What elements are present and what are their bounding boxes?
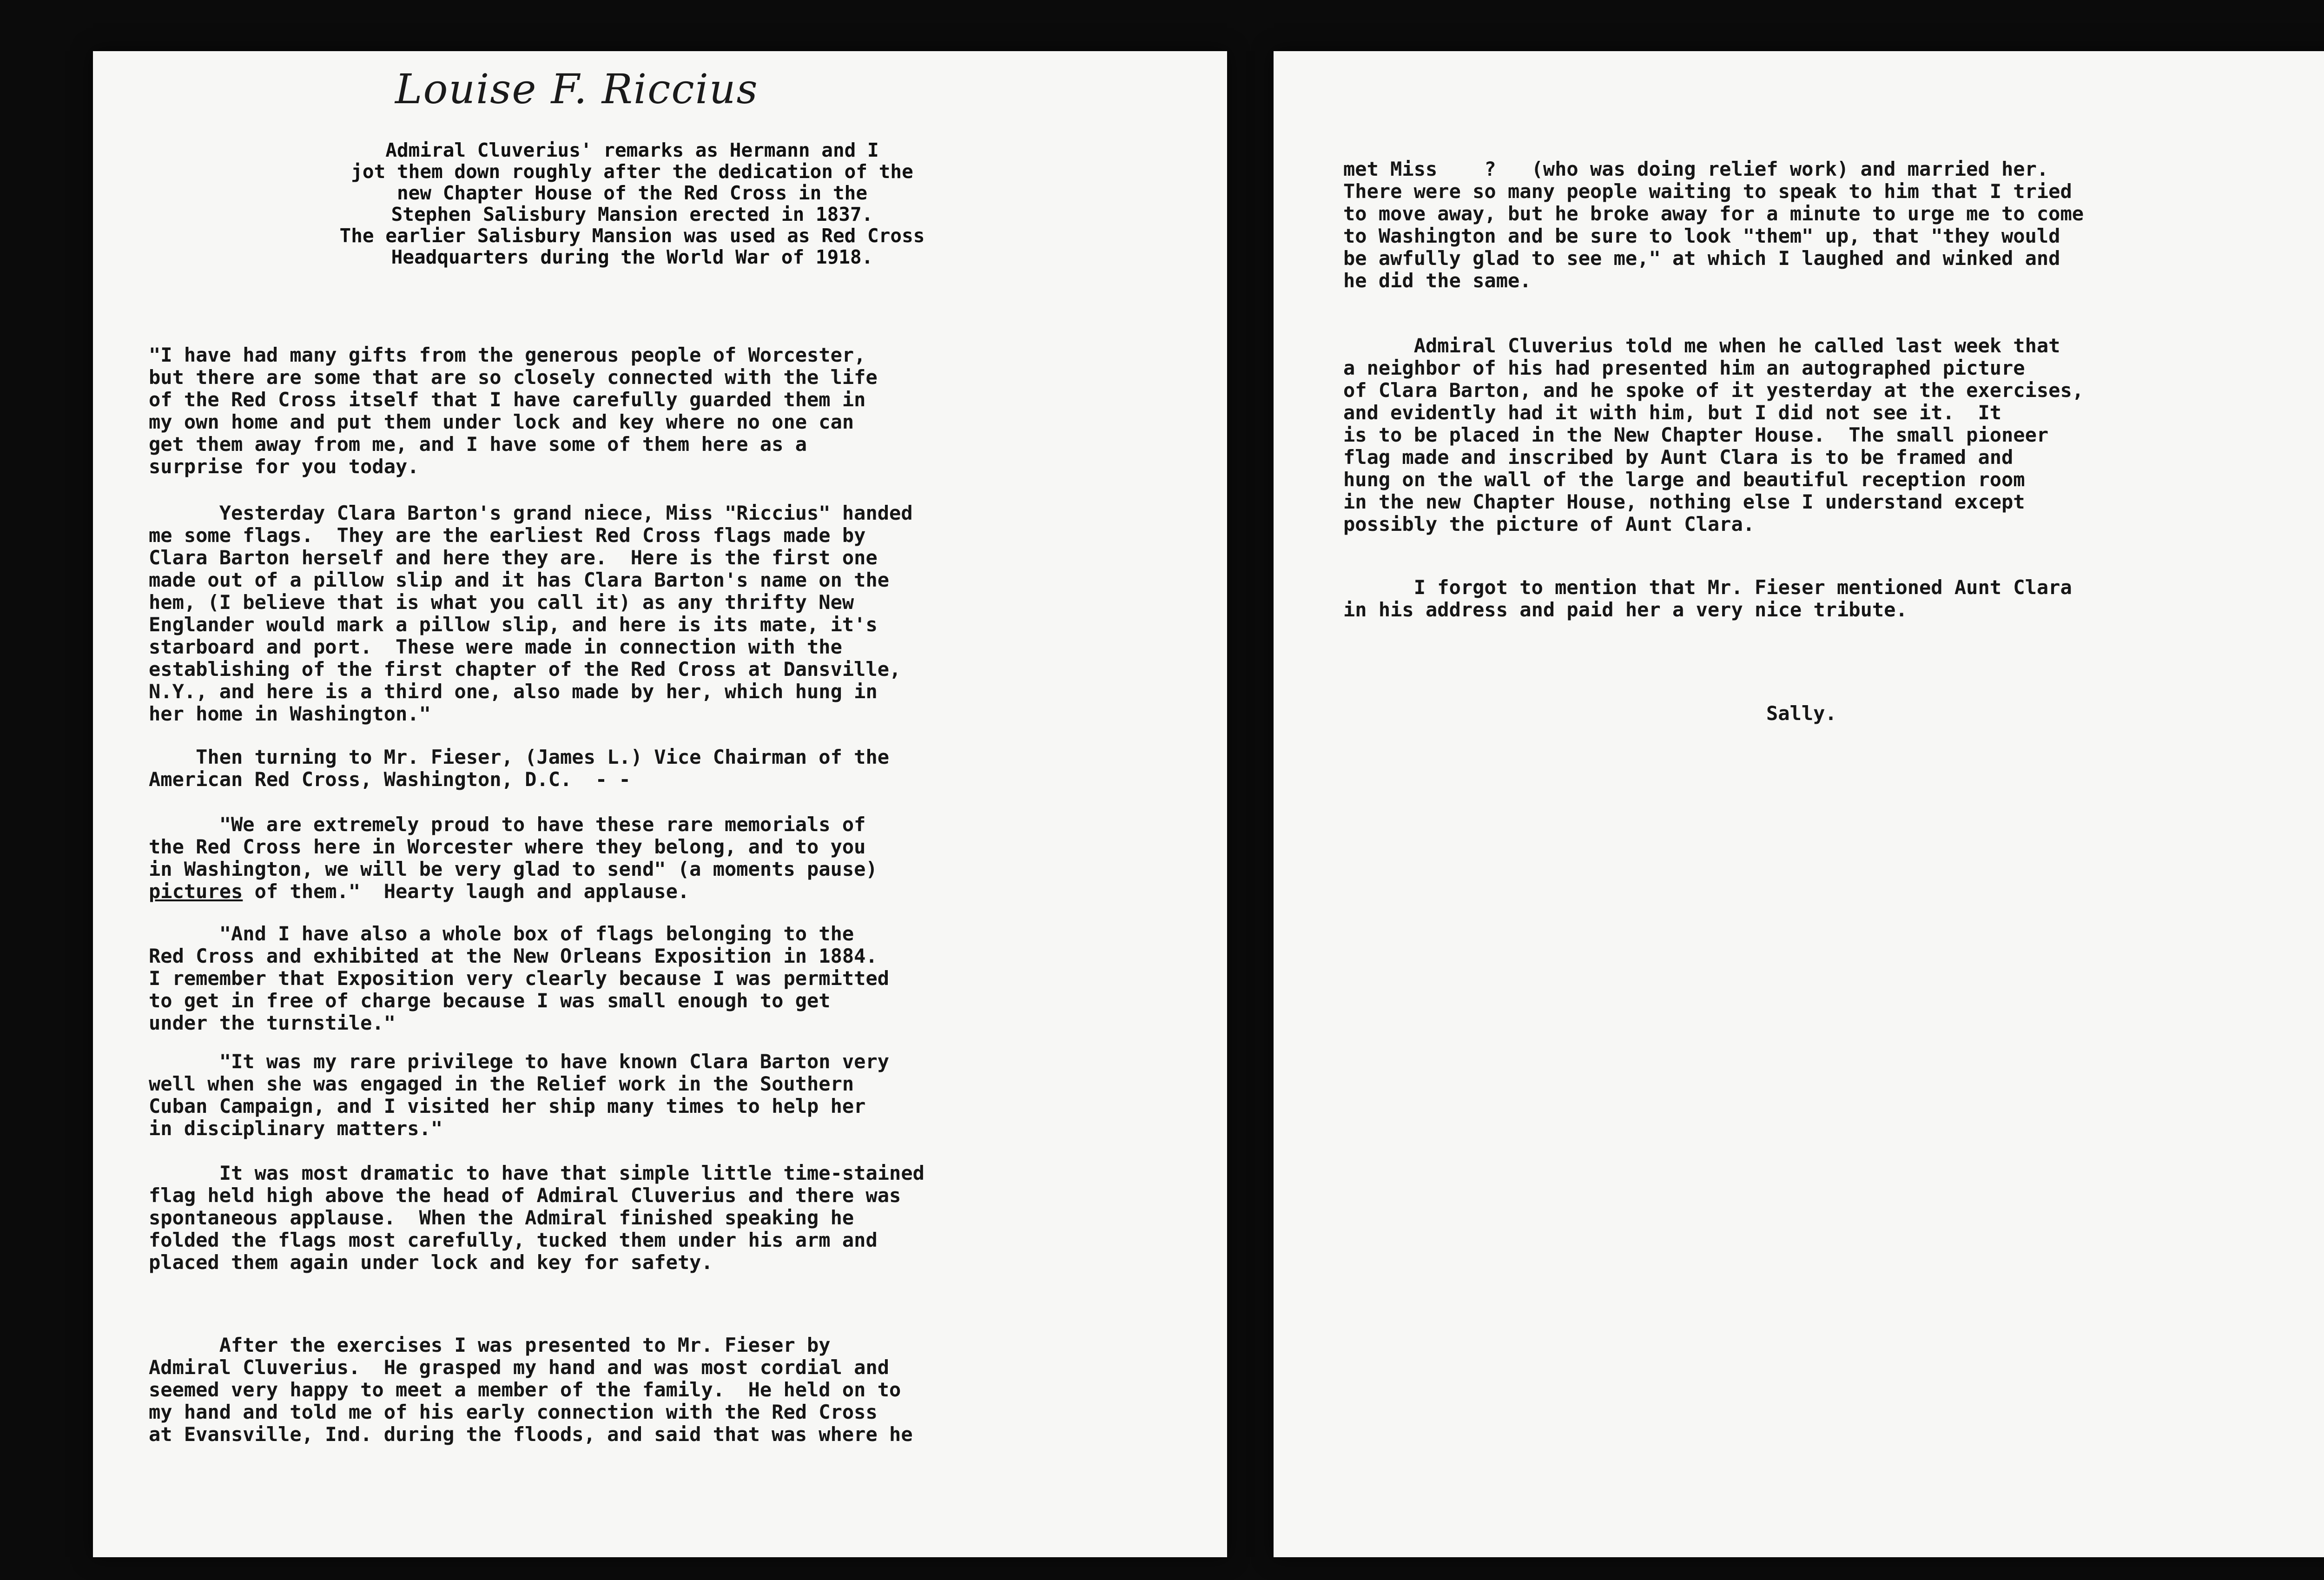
paragraph-exposition: "And I have also a whole box of flags belonging to the Red Cross and exhibited at the New Orleans Exposition in 1884. I remember that Exposition very clearly because I was permitted to get in free of charge because I was small enough to get under the turnstile." — [149, 922, 890, 1034]
memorials-text: "We are extremely proud to have these rare memorials of the Red Cross here in Worcester where they belong, and to you in Washington, we will be very glad to send" (a moments pause) — [149, 813, 878, 880]
heading-line: The earlier Salisbury Mansion was used as Red Cross — [339, 225, 925, 247]
paragraph-fieser: Then turning to Mr. Fieser, (James L.) Vice Chairman of the American Red Cross, Washington, D.C. - - — [149, 746, 890, 791]
left-page — [93, 51, 1227, 1557]
heading-line: new Chapter House of the Red Cross in the — [396, 182, 868, 204]
right-page — [1274, 51, 2324, 1557]
paragraph-privilege: "It was my rare privilege to have known Clara Barton very well when she was engaged in the Relief work in the Southern Cuban Campaign, and I visited her ship many times to help her in disciplinary matters." — [149, 1050, 890, 1140]
paragraph-exercises: After the exercises I was presented to Mr. Fieser by Admiral Cluverius. He grasped my hand and was most cordial and seemed very happy to meet a member of the family. He held on to my hand and told me of his early connection with the Red Cross at Evansville, Ind. during the floods, and said that was where he — [149, 1334, 913, 1446]
heading-line: Admiral Cluverius' remarks as Hermann and I — [385, 139, 879, 161]
paragraph-tribute: I forgot to mention that Mr. Fieser mentioned Aunt Clara in his address and paid her a very nice tribute. — [1343, 576, 2072, 621]
paragraph-gifts: "I have had many gifts from the generous people of Worcester, but there are some that are so closely connected with the life of the Red Cross itself that I have carefully guarded them in my own home and put them under lock and key where no one can get them away from me, and I have some of them here as a surprise for you today. — [149, 344, 878, 478]
document-heading — [260, 139, 1004, 268]
heading-line: jot them down roughly after the dedication of the — [351, 160, 913, 183]
pictures-word: pictures — [149, 880, 243, 903]
heading-line: Stephen Salisbury Mansion erected in 1837. — [391, 203, 873, 225]
paragraph-met-miss: met Miss ? (who was doing relief work) and married her. There were so many people waiting to speak to him that I tried to move away, but he broke away for a minute to urge me to come to Washington and be sure to look "them" up, that "they would be awfully glad to see me," at which I laughed and winked and he did the same. — [1343, 158, 2084, 292]
paragraph-memorials — [149, 813, 878, 903]
pictures-tail: of them." Hearty laugh and applause. — [243, 880, 690, 903]
paragraph-autographed: Admiral Cluverius told me when he called last week that a neighbor of his had presented him an autographed picture of Clara Barton, and he spoke of it yesterday at the exercises, and evidently had it with him, but I did not see it. It is to be placed in the New Chapter House. The small pioneer flag made and inscribed by Aunt Clara is to be framed and hung on the wall of the large and beautiful reception room in the new Chapter House, nothing else I understand except possibly the picture of Aunt Clara. — [1343, 334, 2084, 535]
signature-sally: Sally. — [1766, 702, 1837, 725]
heading-line: Headquarters during the World War of 1918. — [391, 246, 873, 268]
handwritten-signature: Louise F. Riccius — [395, 65, 759, 113]
paragraph-dramatic: It was most dramatic to have that simple little time-stained flag held high above the head of Admiral Cluverius and there was spontaneous applause. When the Admiral finished speaking he folded the flags most carefully, tucked them under his arm and placed them again under lock and key for safety. — [149, 1162, 924, 1274]
paragraph-flags: Yesterday Clara Barton's grand niece, Miss "Riccius" handed me some flags. They are the earliest Red Cross flags made by Clara Barton herself and here they are. Here is the first one made out of a pillow slip and it has Clara Barton's name on the hem, (I believe that is what you call it) as any thrifty New Englander would mark a pillow slip, and here is its mate, it's starboard and port. These were made in connection with the establishing of the first chapter of the Red Cross at Dansville, N.Y., and here is a third one, also made by her, which hung in her home in Washington." — [149, 502, 913, 725]
